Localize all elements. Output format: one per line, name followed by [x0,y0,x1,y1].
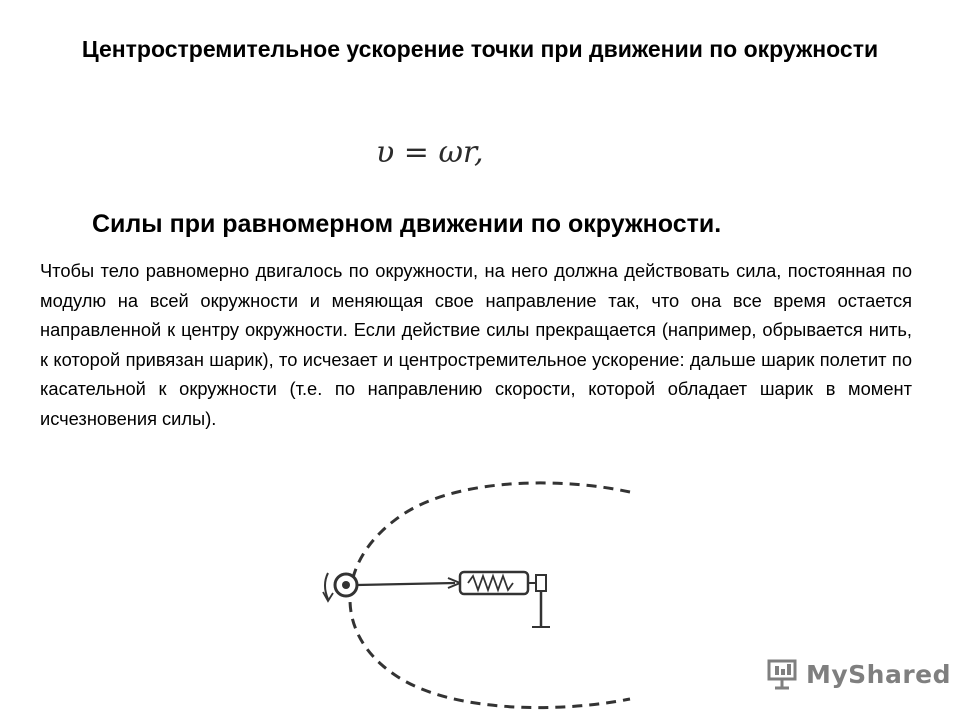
spring-scale [460,572,536,594]
ball [335,574,357,596]
slide-title: Центростремительное ускорение точки при движении по окружности [81,36,879,62]
body-paragraph: Чтобы тело равномерно двигалось по окружности, на него должна действовать сила, постоянная по модулю на всей окружности и меняющая свое направление так, что она все время остается направленной к центру окружности. Если действие силы прекращается (например, обрывается нить, к которой привязан шарик), то исчезает и центростремительное ускорение: дальше шарик полетит по касательной к окружности (т.е. по направлению скорости, которой обладает шарик в момент исчезновения силы). [40,260,912,429]
circular-path [350,483,630,708]
presentation-board-icon [766,657,798,691]
ball-spring-scale-diagram [310,475,650,715]
string [357,583,455,585]
watermark [766,654,951,694]
watermark-text: MyShared [806,659,952,689]
section-heading: Силы при равномерном движении по окружности. [92,210,722,238]
formula-image [372,128,512,178]
formula-text: υ = ωr, [376,135,484,170]
